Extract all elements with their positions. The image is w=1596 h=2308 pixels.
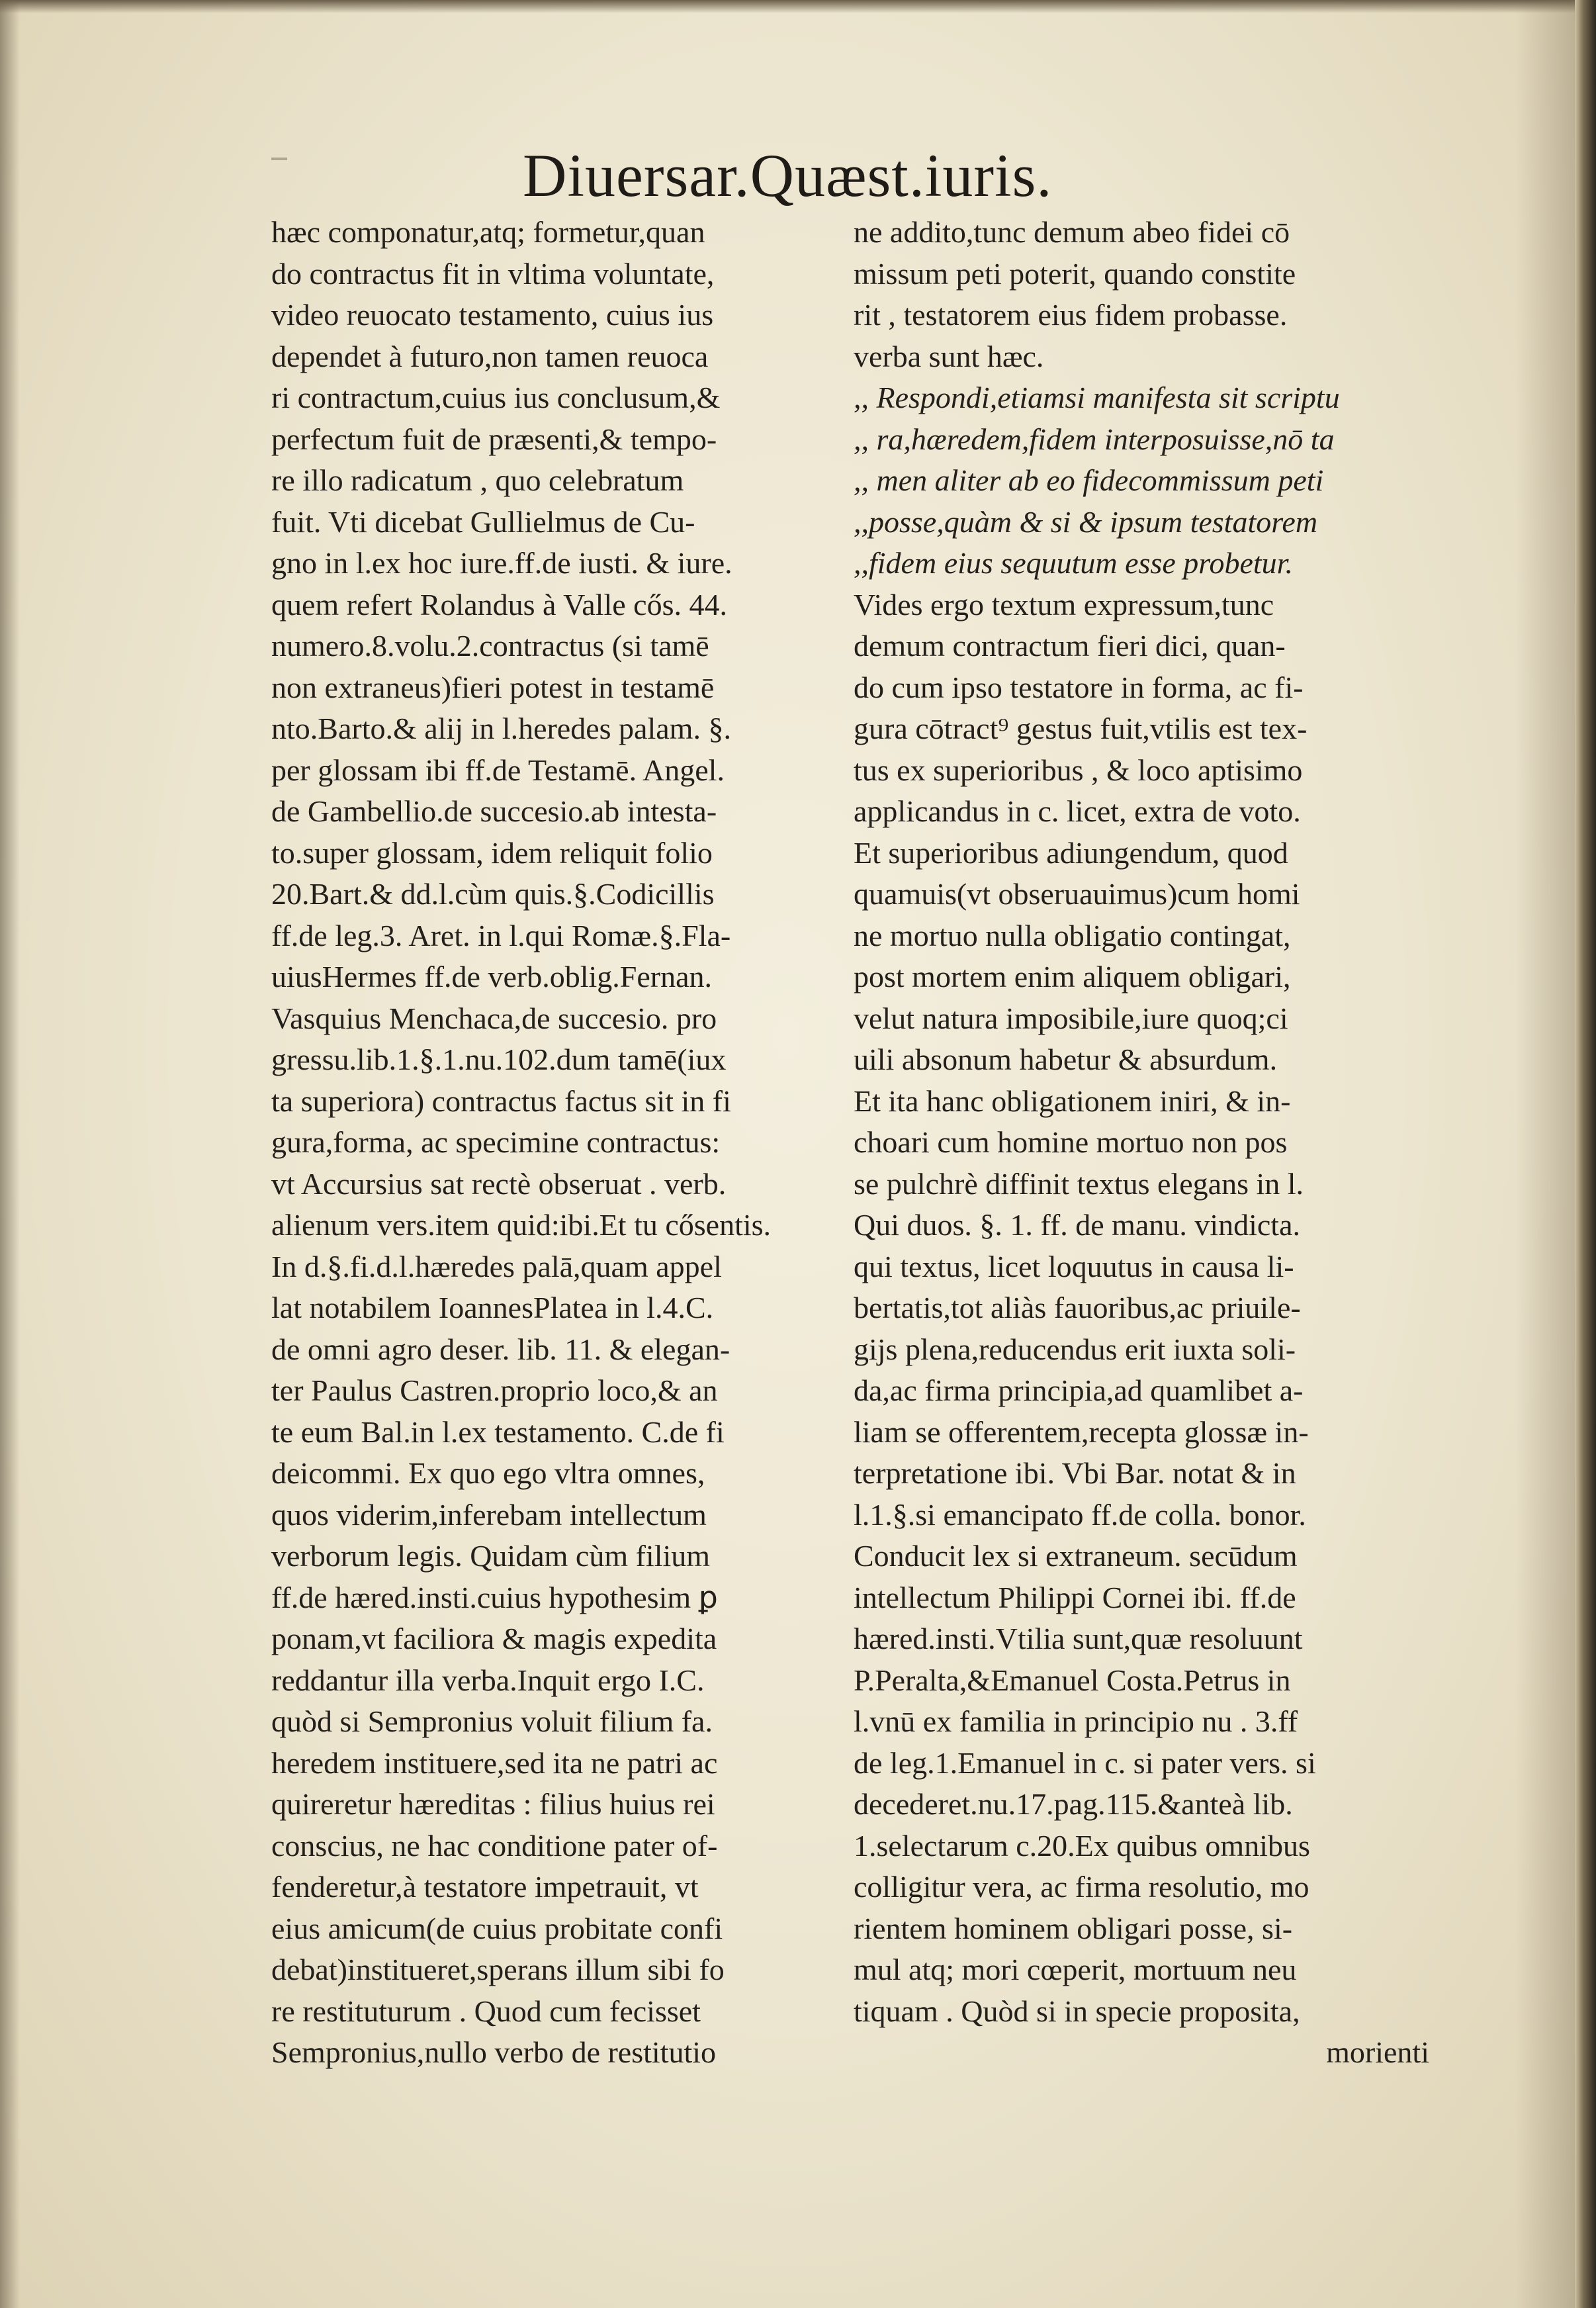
text-line: l.vnū ex familia in principio nu . 3.ff — [854, 1704, 1298, 1738]
text-line: ff.de leg.3. Aret. in l.qui Romæ.§.Fla- — [271, 918, 731, 952]
text-line: quireretur hæreditas : filius huius rei — [271, 1787, 715, 1821]
text-line: ,,posse,quàm & si & ipsum testatorem — [854, 504, 1318, 539]
text-line: gno in l.ex hoc iure.ff.de iusti. & iure. — [271, 546, 732, 580]
text-line: P.Peralta,&Emanuel Costa.Petrus in — [854, 1663, 1291, 1697]
text-line: vt Accursius sat rectè obseruat . verb. — [271, 1166, 727, 1201]
text-line: uiusHermes ff.de verb.oblig.Fernan. — [271, 960, 712, 993]
text-line: mul atq; mori cœperit, mortuum neu — [854, 1953, 1297, 1986]
text-line: numero.8.volu.2.contractus (si tamē — [271, 629, 709, 663]
text-line: terpretatione ibi. Vbi Bar. notat & in — [854, 1456, 1296, 1490]
top-edge-shadow — [0, 0, 1575, 13]
text-line: rientem hominem obligari posse, si- — [854, 1911, 1293, 1945]
text-line: de omni agro deser. lib. 11. & elegan- — [271, 1332, 731, 1366]
text-line: Qui duos. §. 1. ff. de manu. vindicta. — [854, 1208, 1300, 1242]
text-line: re illo radicatum , quo celebratum — [271, 463, 684, 497]
text-line: ,,fidem eius sequutum esse probetur. — [854, 546, 1293, 580]
text-line: gura,forma, ac specimine contractus: — [271, 1125, 721, 1159]
text-line: alienum vers.item quid:ibi.Et tu cősentis. — [271, 1208, 772, 1242]
text-line: choari cum homine mortuo non pos — [854, 1125, 1288, 1159]
text-line: gura cōtract⁹ gestus fuit,vtilis est tex- — [854, 712, 1308, 745]
text-line: Conducit lex si extraneum. secūdum — [854, 1539, 1298, 1573]
text-line: perfectum fuit de præsenti,& tempo- — [271, 422, 717, 456]
text-line: ff.de hæred.insti.cuius hypothesim ꝑ — [271, 1580, 718, 1614]
running-header: Diuersar.Quæst.iuris. — [523, 142, 1053, 209]
text-line: In d.§.fi.d.l.hæredes palā,quam appel — [271, 1249, 722, 1283]
text-line: colligitur vera, ac firma resolutio, mo — [854, 1870, 1309, 1904]
text-line: decederet.nu.17.pag.115.&anteà lib. — [854, 1787, 1293, 1821]
text-line: heredem instituere,sed ita ne patri ac — [271, 1745, 718, 1780]
text-line: velut natura imposibile,iure quoq;ci — [854, 1001, 1288, 1035]
catchword: morienti — [1326, 2035, 1429, 2069]
text-line: video reuocato testamento, cuius ius — [271, 298, 714, 332]
text-line: 1.selectarum c.20.Ex quibus omnibus — [854, 1828, 1310, 1863]
text-line: post mortem enim aliquem obligari, — [854, 960, 1291, 993]
text-line: conscius, ne hac conditione pater of- — [271, 1828, 718, 1863]
left-text-column — [271, 212, 847, 2074]
text-line: ,, ra,hæredem,fidem interposuisse,nō ta — [854, 422, 1335, 456]
text-line: verborum legis. Quidam cùm filium — [271, 1539, 711, 1573]
text-line: demum contractum fieri dici, quan- — [854, 629, 1286, 663]
text-line: liam se offerentem,recepta glossæ in- — [854, 1414, 1309, 1449]
text-line: Et ita hanc obligationem iniri, & in- — [854, 1084, 1291, 1118]
text-line: quòd si Sempronius voluit filium fa. — [271, 1704, 713, 1738]
text-line: dependet à futuro,non tamen reuoca — [271, 339, 709, 373]
text-line: da,ac firma principia,ad quamlibet a- — [854, 1373, 1304, 1407]
text-line: ri contractum,cuius ius conclusum,& — [271, 381, 721, 414]
text-line: de leg.1.Emanuel in c. si pater vers. si — [854, 1745, 1316, 1780]
text-line: lat notabilem IoannesPlatea in l.4.C. — [271, 1291, 714, 1324]
text-line: ,, men aliter ab eo fidecommissum peti — [854, 463, 1324, 497]
text-line: hæc componatur,atq; formetur,quan — [271, 215, 705, 249]
text-line: re restituturum . Quod cum fecisset — [271, 1994, 701, 2028]
text-line: Sempronius,nullo verbo de restitutio — [271, 2035, 717, 2069]
text-line: Vides ergo textum expressum,tunc — [854, 587, 1274, 622]
text-line: per glossam ibi ff.de Testamē. Angel. — [271, 753, 725, 787]
text-line: nto.Barto.& alij in l.heredes palam. §. — [271, 712, 731, 745]
text-line: Vasquius Menchaca,de succesio. pro — [271, 1001, 717, 1035]
text-line: quamuis(vt obseruauimus)cum homi — [854, 877, 1300, 911]
text-line: quos viderim,inferebam intellectum — [271, 1497, 707, 1532]
text-line: debat)institueret,sperans illum sibi fo — [271, 1953, 725, 1986]
text-line: intellectum Philippi Cornei ibi. ff.de — [854, 1580, 1296, 1614]
text-line: ne mortuo nulla obligatio contingat, — [854, 918, 1291, 952]
text-line: to.super glossam, idem reliquit folio — [271, 835, 713, 870]
text-line: ta superiora) contractus factus sit in fi — [271, 1084, 731, 1118]
text-line: 20.Bart.& dd.l.cùm quis.§.Codicillis — [271, 877, 715, 911]
text-line: tiquam . Quòd si in specie proposita, — [854, 1994, 1300, 2028]
text-line: ponam,vt faciliora & magis expedita — [271, 1622, 717, 1655]
text-line: fuit. Vti dicebat Gullielmus de Cu- — [271, 504, 695, 539]
text-line: qui textus, licet loquutus in causa li- — [854, 1249, 1294, 1283]
page-curl-shadow — [1515, 0, 1575, 2308]
text-line: do cum ipso testatore in forma, ac fi- — [854, 670, 1304, 704]
text-line: gijs plena,reducendus erit iuxta soli- — [854, 1332, 1296, 1366]
text-line: bertatis,tot aliàs fauoribus,ac priuile- — [854, 1291, 1301, 1324]
text-line: do contractus fit in vltima voluntate, — [271, 256, 715, 291]
text-line: se pulchrè diffinit textus elegans in l. — [854, 1166, 1304, 1201]
gutter-shadow — [0, 0, 20, 2308]
right-text-column — [854, 212, 1429, 2074]
text-line: de Gambellio.de succesio.ab intesta- — [271, 794, 717, 828]
text-line: fenderetur,à testatore impetrauit, vt — [271, 1870, 699, 1904]
ink-mark — [271, 158, 287, 160]
text-line: verba sunt hæc. — [854, 339, 1044, 373]
text-line: quem refert Rolandus à Valle cős. 44. — [271, 587, 727, 622]
text-line: deicommi. Ex quo ego vltra omnes, — [271, 1456, 705, 1490]
text-line: te eum Bal.in l.ex testamento. C.de fi — [271, 1414, 725, 1449]
text-line: non extraneus)fieri potest in testamē — [271, 670, 715, 704]
text-line: applicandus in c. licet, extra de voto. — [854, 794, 1301, 828]
text-line: uili absonum habetur & absurdum. — [854, 1042, 1278, 1076]
text-line: Et superioribus adiungendum, quod — [854, 835, 1288, 870]
text-line: ne addito,tunc demum abeo fidei cō — [854, 215, 1290, 249]
text-line: rit , testatorem eius fidem probasse. — [854, 298, 1288, 332]
text-line: hæred.insti.Vtilia sunt,quæ resoluunt — [854, 1622, 1303, 1655]
text-line: gressu.lib.1.§.1.nu.102.dum tamē(iux — [271, 1042, 727, 1076]
text-line: reddantur illa verba.Inquit ergo I.C. — [271, 1663, 705, 1697]
text-line: eius amicum(de cuius probitate confi — [271, 1911, 723, 1945]
text-line: ter Paulus Castren.proprio loco,& an — [271, 1373, 718, 1407]
text-line: l.1.§.si emancipato ff.de colla. bonor. — [854, 1497, 1306, 1532]
text-line: ,, Respondi,etiamsi manifesta sit scriptu — [854, 381, 1340, 414]
book-edge — [1575, 0, 1596, 2308]
text-line: tus ex superioribus , & loco aptisimo — [854, 753, 1303, 787]
text-line: missum peti poterit, quando constite — [854, 256, 1296, 291]
